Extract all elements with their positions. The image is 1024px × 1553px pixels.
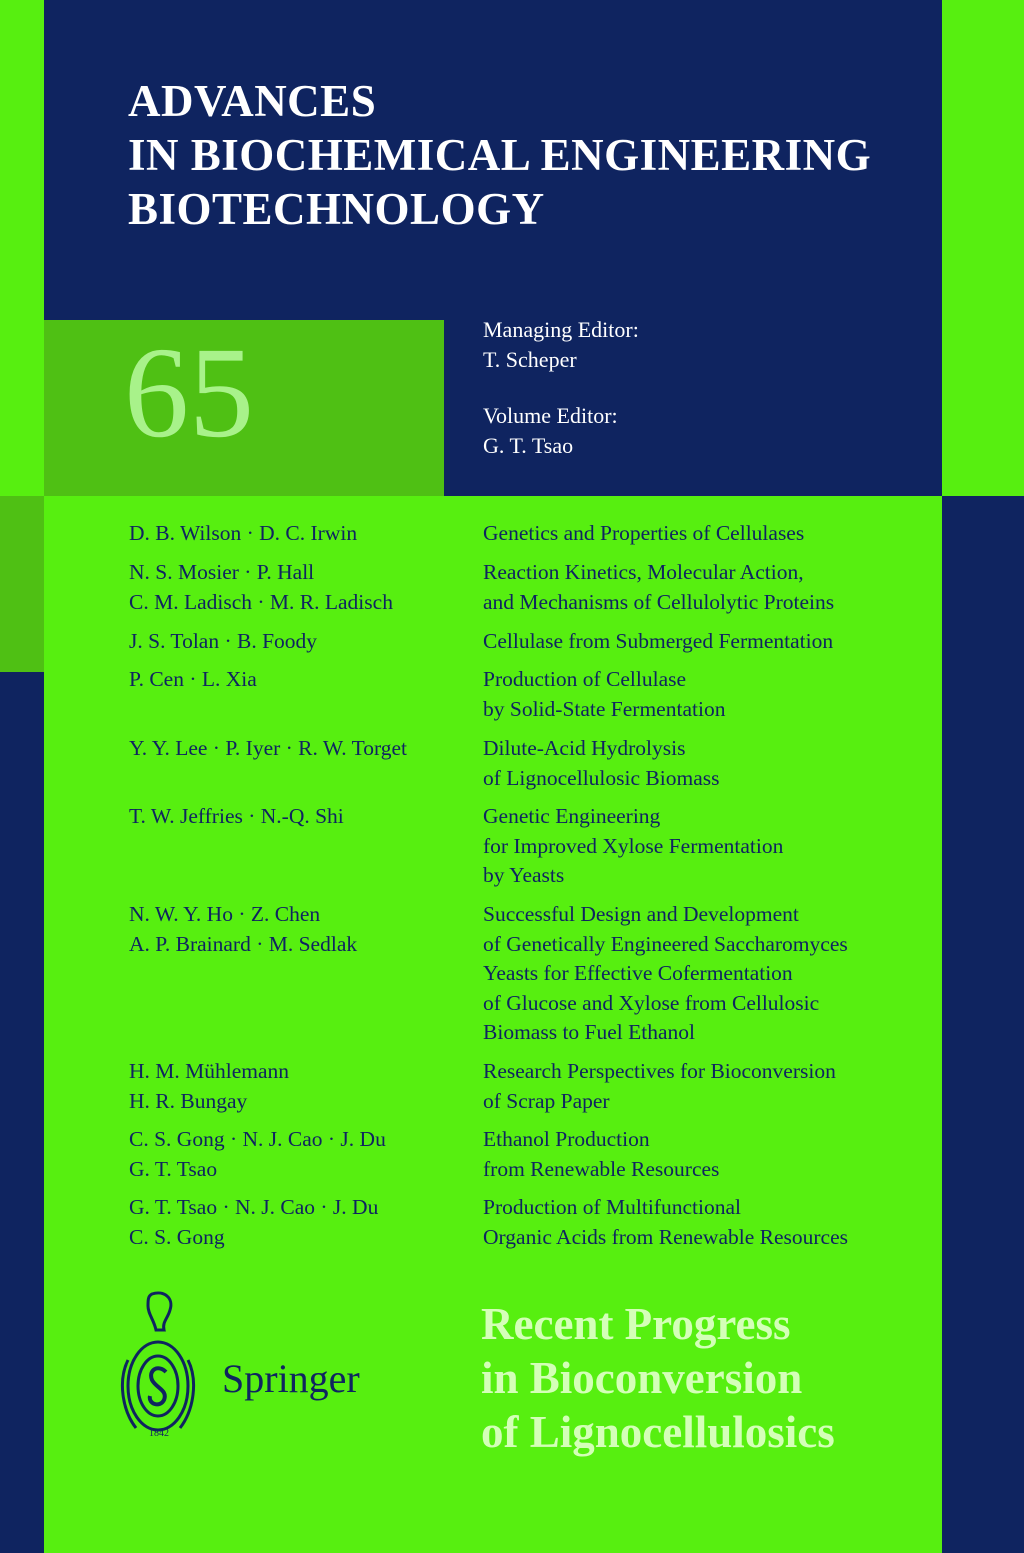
entry-authors [129, 519, 357, 549]
springer-horse-icon [148, 1293, 171, 1330]
author-line: N. W. Y. Ho · Z. Chen [129, 902, 321, 926]
title-line: Dilute-Acid Hydrolysis [483, 736, 686, 760]
author-line: A. P. Brainard · M. Sedlak [129, 931, 358, 956]
entry-authors [129, 802, 344, 832]
entry-authors [129, 734, 407, 764]
entry-title [483, 900, 848, 1048]
title-line: Biomass to Fuel Ethanol [483, 1020, 696, 1044]
title-line: of Lignocellulosic Biomass [483, 765, 720, 790]
entry-title [483, 734, 719, 793]
title-line: Production of Multifunctional [483, 1195, 741, 1219]
entry-title [483, 665, 725, 724]
title-line: Genetic Engineering [483, 804, 661, 828]
author-line: Y. Y. Lee · P. Iyer · R. W. Torget [129, 736, 407, 760]
managing-editor-name: T. Scheper [483, 347, 577, 372]
book-title-line: of Lignocellulosics [481, 1407, 835, 1457]
entry-title [483, 802, 783, 891]
author-line: C. S. Gong · N. J. Cao · J. Du [129, 1127, 386, 1151]
entry-title [483, 519, 804, 549]
entry-authors [129, 1193, 378, 1252]
entry-title [483, 627, 833, 657]
author-line: J. S. Tolan · B. Foody [129, 629, 318, 653]
title-line: of Scrap Paper [483, 1088, 610, 1113]
publisher-name: Springer [222, 1356, 360, 1401]
title-line: Ethanol Production [483, 1127, 650, 1151]
book-title-line: in Bioconversion [481, 1353, 803, 1403]
entry-title [483, 1125, 719, 1184]
entry-authors [129, 1057, 289, 1116]
title-line: Organic Acids from Renewable Resources [483, 1224, 848, 1249]
title-line: for Improved Xylose Fermentation [483, 833, 784, 858]
entry-authors [129, 1125, 386, 1184]
title-line: of Genetically Engineered Saccharomyces [483, 931, 848, 956]
volume-editor-label: Volume Editor: [483, 403, 618, 428]
series-title-line: IN BIOCHEMICAL ENGINEERING [128, 130, 872, 180]
author-line: G. T. Tsao [129, 1156, 218, 1181]
title-line: Production of Cellulase [483, 667, 687, 691]
series-title-line: ADVANCES [128, 76, 377, 126]
author-line: C. M. Ladisch · M. R. Ladisch [129, 589, 393, 614]
volume-editor-name: G. T. Tsao [483, 433, 574, 458]
book-title [481, 1297, 835, 1459]
springer-logo-year: 1842 [149, 1428, 169, 1439]
title-line: of Glucose and Xylose from Cellulosic [483, 990, 820, 1015]
author-line: H. R. Bungay [129, 1088, 248, 1113]
title-line: from Renewable Resources [483, 1156, 720, 1181]
author-line: N. S. Mosier · P. Hall [129, 560, 315, 584]
title-line: Successful Design and Development [483, 902, 799, 926]
title-line: Genetics and Properties of Cellulases [483, 521, 805, 545]
title-line: Research Perspectives for Bioconversion [483, 1059, 836, 1083]
author-line: C. S. Gong [129, 1224, 225, 1249]
entry-title [483, 1057, 836, 1116]
entry-authors [129, 665, 257, 695]
book-title-line: Recent Progress [481, 1299, 791, 1349]
author-line: T. W. Jeffries · N.-Q. Shi [129, 804, 344, 828]
entry-authors [129, 900, 357, 959]
managing-editor-label: Managing Editor: [483, 317, 639, 342]
entry-authors [129, 627, 317, 657]
volume-number: 65 [124, 321, 254, 465]
author-line: H. M. Mühlemann [129, 1059, 290, 1083]
title-line: and Mechanisms of Cellulolytic Proteins [483, 589, 835, 614]
series-title-line: BIOTECHNOLOGY [128, 184, 545, 234]
author-line: P. Cen · L. Xia [129, 667, 257, 691]
title-line: Reaction Kinetics, Molecular Action, [483, 560, 804, 584]
author-line: D. B. Wilson · D. C. Irwin [129, 521, 358, 545]
entry-title [483, 558, 834, 617]
entry-title [483, 1193, 848, 1252]
author-line: G. T. Tsao · N. J. Cao · J. Du [129, 1195, 379, 1219]
title-line: by Yeasts [483, 863, 565, 887]
title-line: by Solid-State Fermentation [483, 696, 726, 721]
entry-authors [129, 558, 393, 617]
title-line: Yeasts for Effective Cofermentation [483, 961, 793, 985]
title-line: Cellulase from Submerged Fermentation [483, 629, 834, 653]
